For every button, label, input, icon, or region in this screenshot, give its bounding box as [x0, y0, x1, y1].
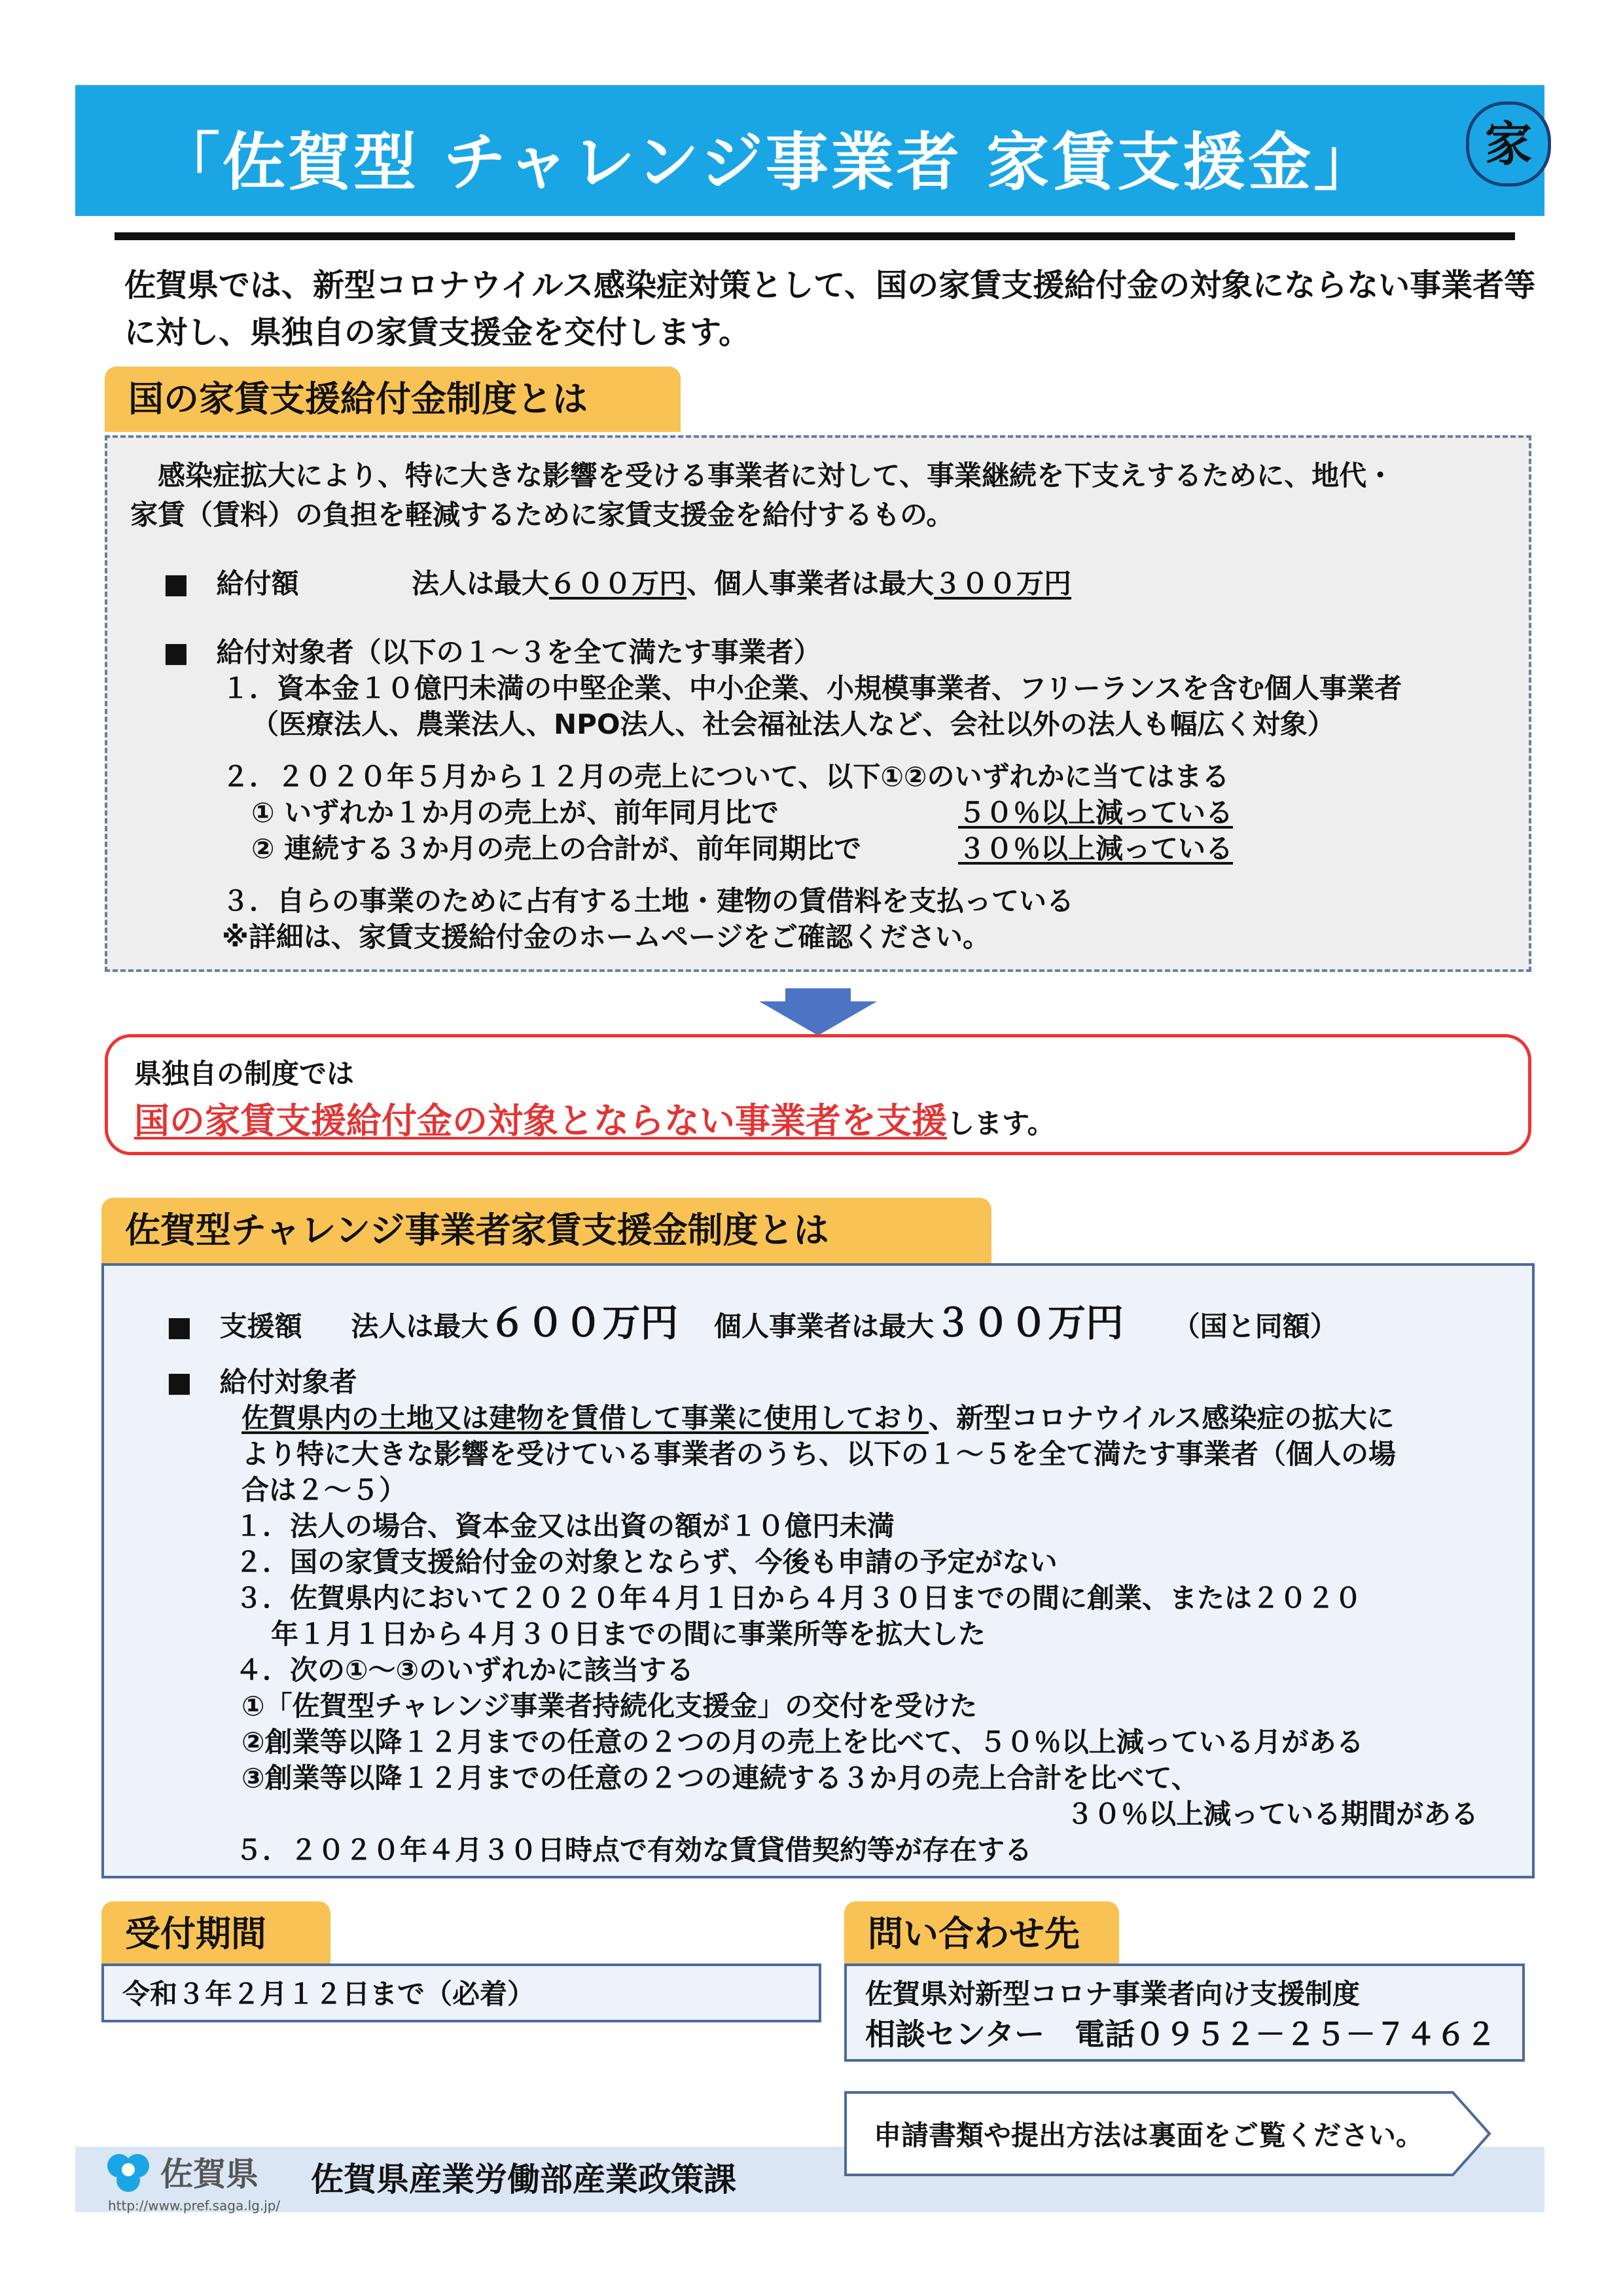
saga-amount-value-a: ６００万円 — [488, 1300, 679, 1345]
period-heading: 受付期間 — [101, 1901, 330, 1967]
saga-item4: ４．次の①～③のいずれかに該当する — [235, 1654, 694, 1686]
contact-box — [844, 1964, 1525, 2062]
national-item3: ３．自らの事業のために占有する土地・建物の賃借料を支払っている — [222, 885, 1075, 917]
down-arrow-icon — [759, 1001, 877, 1035]
callout-box — [105, 1034, 1531, 1155]
contact-line1: 佐賀県対新型コロナ事業者向け支援制度 — [865, 1978, 1361, 2010]
saga-amount-text-b: 個人事業者は最大 — [713, 1310, 934, 1342]
period-box — [101, 1964, 821, 2022]
intro-text: 佐賀県では、新型コロナウイルス感染症対策として、国の家賃支援給付金の対象にならない事業者等に対し、県独自の家賃支援金を交付します。 — [124, 267, 1536, 351]
saga-item5: ５．２０２０年４月３０日時点で有効な賃貸借契約等が存在する — [235, 1834, 1033, 1866]
saga-amount-row — [166, 1292, 1338, 1347]
saga-item2: ２．国の家賃支援給付金の対象とならず、今後も申請の予定がない — [235, 1546, 1058, 1578]
contact-line2: 相談センター 電話０９５２－２５－７４６２ — [865, 2017, 1497, 2052]
national-item1-line2: （医療法人、農業法人、NPO法人、社会福祉法人など、会社以外の法人も幅広く対象） — [251, 708, 1335, 740]
saga-target-line3: 合は２～５） — [241, 1474, 407, 1506]
saga-item3-line1: ３．佐賀県内において２０２０年４月１日から４月３０日までの間に創業、または２０２０ — [235, 1582, 1363, 1614]
national-item2-a-value: ５０％以上減っている — [958, 797, 1234, 829]
saga-target-line2: より特に大きな影響を受けている事業者のうち、以下の１～５を全て満たす事業者（個人の場 — [241, 1438, 1397, 1470]
saga-item4-b: ②創業等以降１２月までの任意の２つの月の売上を比べて、５０％以上減っている月がある — [241, 1726, 1364, 1758]
national-amount-text-b: 、個人事業者は最大 — [687, 567, 935, 600]
national-note: ※詳細は、家賃支援給付金のホームページをご確認ください。 — [222, 921, 990, 953]
footer-url: http://www.pref.saga.lg.jp/ — [108, 2198, 281, 2214]
national-amount-label: ■ 給付額 — [163, 567, 299, 600]
national-box — [105, 435, 1531, 972]
saga-item4-a: ①「佐賀型チャレンジ事業者持続化支援金」の交付を受けた — [241, 1690, 978, 1722]
national-item2-b-value: ３０％以上減っている — [958, 833, 1234, 865]
national-item2: ２．２０２０年５月から１２月の売上について、以下①②のいずれかに当てはまる — [222, 761, 1230, 793]
notice-text: 申請書類や提出方法は裏面をご覧ください。 — [874, 2119, 1424, 2151]
national-desc-2: 家賃（賃料）の負担を軽減するために家賃支援金を給付するもの。 — [130, 499, 954, 531]
national-heading: 国の家賃支援給付金制度とは — [105, 367, 681, 432]
saga-item4-c-line1: ③創業等以降１２月までの任意の２つの連続する３か月の売上合計を比べて、 — [241, 1762, 1199, 1794]
national-target-label: ■ 給付対象者（以下の１～３を全て満たす事業者） — [163, 636, 821, 668]
saga-item3-line2: 年１月１日から４月３０日までの間に事業所等を拡大した — [271, 1618, 986, 1650]
footer-department: 佐賀県産業労働部産業政策課 — [311, 2161, 736, 2198]
saga-item1: １．法人の場合、資本金又は出資の額が１０億円未満 — [235, 1510, 895, 1542]
national-amount-text-a: 法人は最大 — [412, 567, 550, 600]
footer-logo-text: 佐賀県 — [160, 2155, 259, 2193]
saga-heading: 佐賀型チャレンジ事業者家賃支援金制度とは — [101, 1198, 991, 1263]
callout-suffix: します。 — [947, 1107, 1055, 1139]
saga-item4-c-line2: ３０％以上減っている期間がある — [1066, 1798, 1479, 1830]
saga-amount-value-b: ３００万円 — [933, 1300, 1124, 1345]
saga-box — [101, 1263, 1535, 1878]
national-item1-line1: １．資本金１０億円未満の中堅企業、中小企業、小規模事業者、フリーランスを含む個人事業者 — [222, 672, 1402, 704]
saga-amount-text-a: 法人は最大 — [351, 1310, 489, 1342]
saga-amount-label: ■ 支援額 — [166, 1310, 302, 1342]
period-text: 令和３年２月１２日まで（必着） — [122, 1978, 535, 2010]
callout-line2 — [134, 1093, 1055, 1143]
national-amount-value-b: ３００万円 — [934, 567, 1072, 600]
saga-target-line1 — [241, 1400, 1395, 1437]
title-badge: 家 — [1466, 101, 1551, 187]
national-desc-1: 感染症拡大により、特に大きな影響を受ける事業者に対して、事業継続を下支えするために、地代・ — [130, 459, 1395, 492]
saga-target-rest: 、新型コロナウイルス感染症の拡大に — [929, 1402, 1395, 1434]
callout-highlight: 国の家賃支援給付金の対象とならない事業者を支援 — [134, 1100, 947, 1141]
saga-logo-icon — [105, 2150, 157, 2196]
contact-heading: 問い合わせ先 — [844, 1901, 1119, 1967]
national-amount-value-a: ６００万円 — [549, 567, 687, 600]
callout-line1: 県独自の制度では — [134, 1058, 355, 1090]
saga-amount-note: （国と同額） — [1172, 1310, 1338, 1342]
national-item2-a: ① いずれか１か月の売上が、前年同月比で — [251, 797, 779, 829]
national-item2-b: ② 連続する３か月の売上の合計が、前年同期比で — [251, 833, 862, 865]
saga-target-underlined: 佐賀県内の土地又は建物を賃借して事業に使用しており — [241, 1402, 929, 1434]
national-amount — [412, 565, 1071, 602]
saga-target-label: ■ 給付対象者 — [166, 1366, 357, 1398]
title-rule — [115, 232, 1515, 240]
page-title: 「佐賀型 チャレンジ事業者 家賃支援金」 — [157, 126, 1380, 199]
